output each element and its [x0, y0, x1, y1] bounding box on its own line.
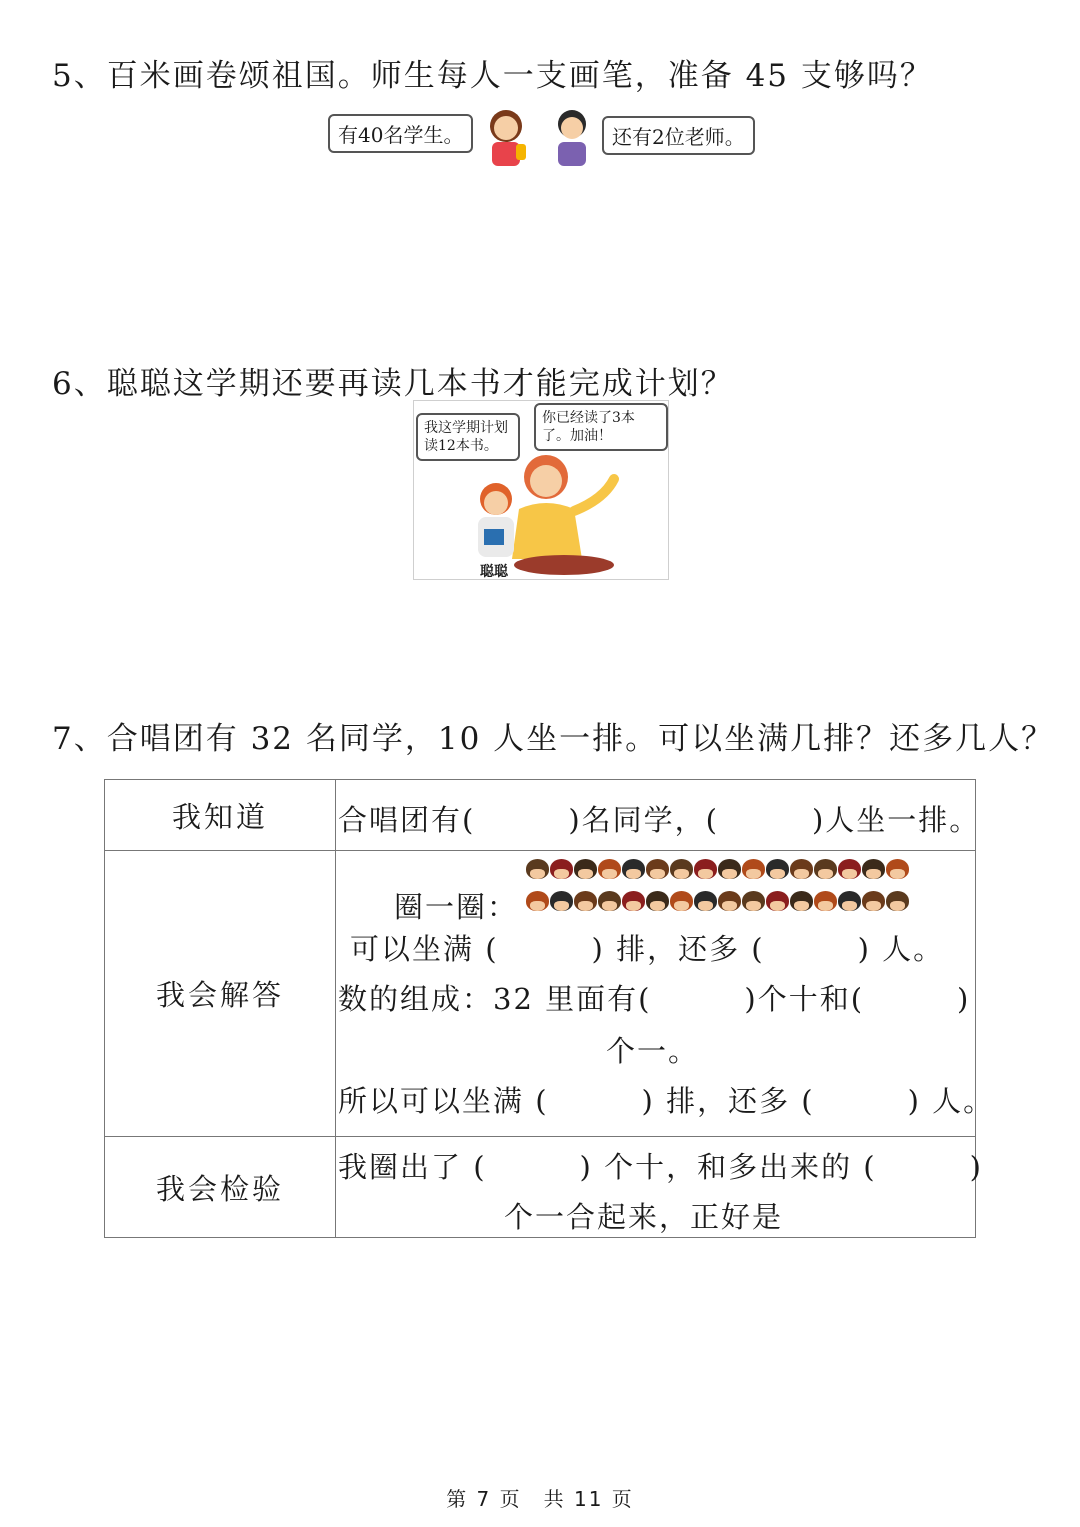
speech-bubble-teachers: 还有2位老师。 [602, 116, 755, 155]
student-head-icon [766, 859, 789, 879]
student-head-icon [862, 891, 885, 911]
question-5-text: 5、百米画卷颂祖国。师生每人一支画笔，准备 45 支够吗？ [52, 58, 933, 94]
student-head-icon [742, 859, 765, 879]
question-6-text: 6、聪聪这学期还要再读几本书才能完成计划？ [52, 366, 734, 402]
student-head-icon [574, 891, 597, 911]
answer-line-b: 数的组成：32 里面有( )个十和( ) [338, 982, 971, 1016]
student-head-icon [886, 859, 909, 879]
student-head-icon [766, 891, 789, 911]
speech-bubble-students: 有40名学生。 [328, 114, 473, 153]
check-line-d: 我圈出了 ( ) 个十，和多出来的 ( ) [338, 1150, 983, 1184]
student-head-icon [742, 891, 765, 911]
student-head-icon [646, 859, 669, 879]
child-name-label: 聪聪 [480, 564, 508, 580]
circle-label: 圈一圈： [394, 890, 519, 924]
student-head-icon [526, 891, 549, 911]
student-head-icon [694, 859, 717, 879]
student-head-icon [598, 891, 621, 911]
student-head-icon [718, 891, 741, 911]
check-cell [336, 1137, 983, 1238]
girl-student-illustration [478, 104, 538, 170]
row-label-check: 我会检验 [105, 1137, 336, 1238]
speech-bubble-plan: 我这学期计划读12本书。 [416, 413, 520, 461]
student-head-icon [790, 891, 813, 911]
check-line-d2: 个一合起来，正好是 [504, 1200, 784, 1234]
reading-illustration [413, 400, 669, 580]
answer-table [104, 779, 995, 1238]
student-head-icon [862, 859, 885, 879]
page-footer: 第 7 页 共 11 页 [446, 1487, 634, 1511]
solve-cell [336, 851, 995, 1137]
student-head-icon [814, 891, 837, 911]
answer-line-a: 可以坐满 ( ) 排，还多 ( ) 人。 [350, 932, 945, 966]
student-head-icon [598, 859, 621, 879]
student-head-icon [814, 859, 837, 879]
know-line: 合唱团有( )名同学，( )人坐一排。 [338, 803, 981, 837]
answer-line-c: 所以可以坐满 ( ) 排，还多 ( ) 人。 [338, 1084, 995, 1118]
student-head-icon [526, 859, 549, 879]
student-head-icon [646, 891, 669, 911]
student-head-icon [886, 891, 909, 911]
row-label-know: 我知道 [105, 780, 336, 851]
student-head-icon [550, 859, 573, 879]
student-head-icon [574, 859, 597, 879]
student-head-icon [694, 891, 717, 911]
speech-bubble-read: 你已经读了3本了。加油！ [534, 403, 668, 451]
question-7-text: 7、合唱团有 32 名同学，10 人坐一排。可以坐满几排？还多几人？ [52, 721, 1055, 757]
student-heads-row-1 [526, 859, 909, 879]
student-head-icon [670, 891, 693, 911]
student-head-icon [838, 859, 861, 879]
know-cell [336, 780, 981, 851]
student-head-icon [550, 891, 573, 911]
student-heads-row-2 [526, 891, 909, 911]
row-label-solve: 我会解答 [105, 851, 336, 1137]
student-head-icon [790, 859, 813, 879]
student-head-icon [838, 891, 861, 911]
boy-teacher-illustration [548, 104, 598, 170]
student-head-icon [622, 891, 645, 911]
student-head-icon [622, 859, 645, 879]
mother-and-child-icon [464, 449, 664, 579]
student-head-icon [670, 859, 693, 879]
student-head-icon [718, 859, 741, 879]
answer-line-b2: 个一。 [606, 1034, 700, 1068]
